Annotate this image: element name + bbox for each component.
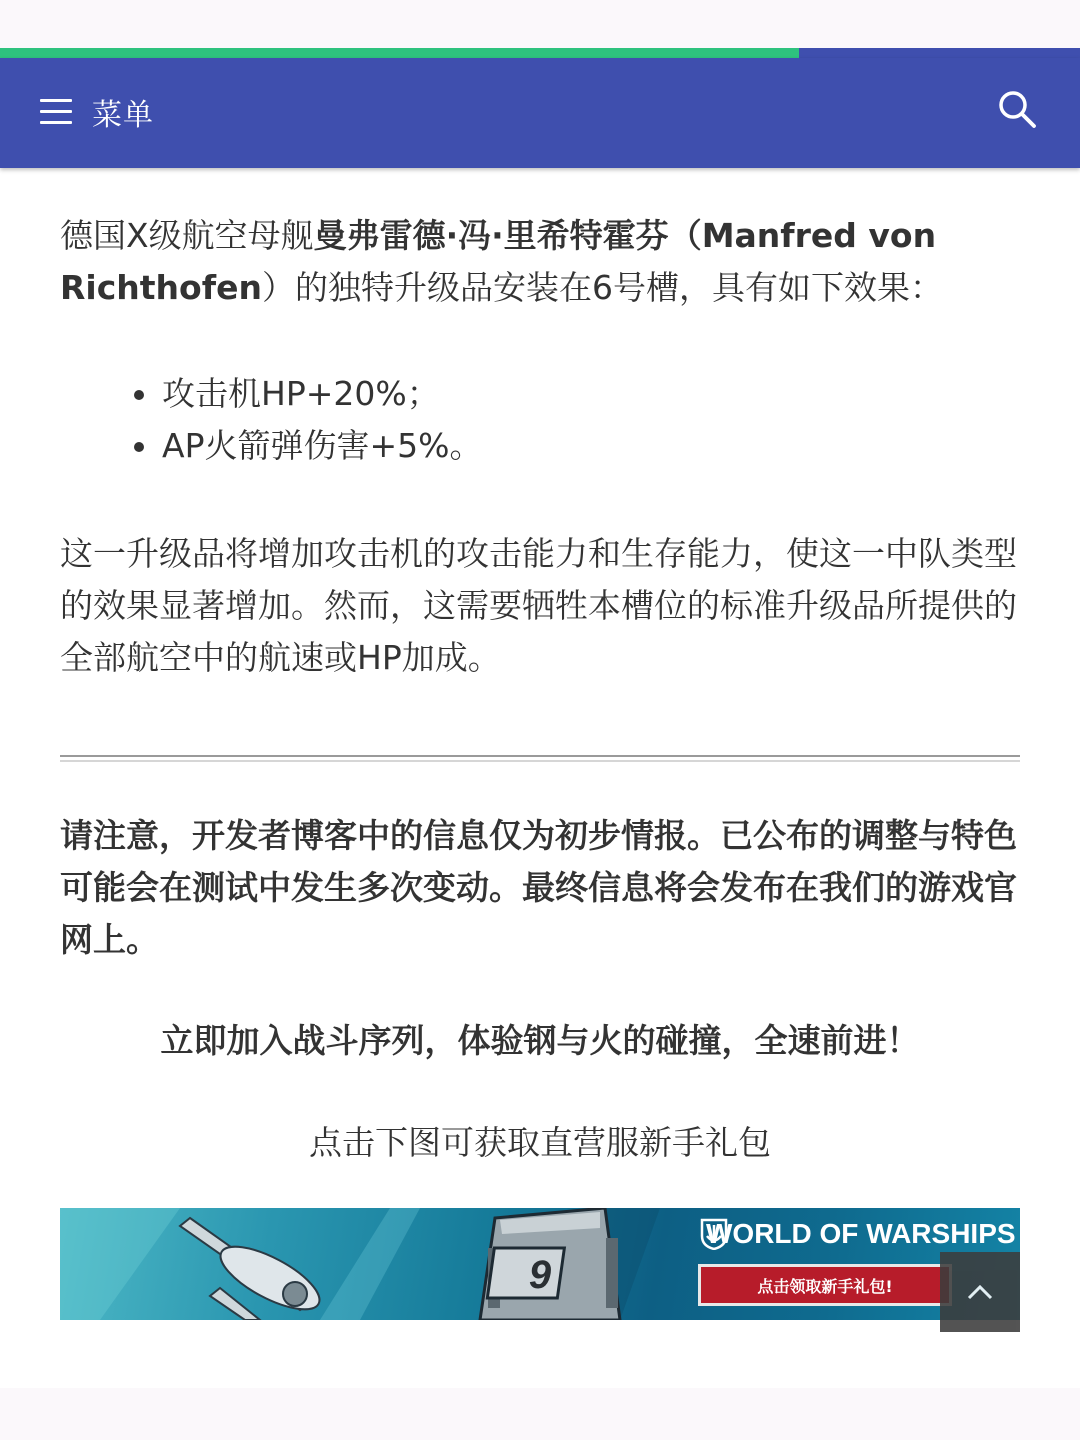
paren-open: （ (668, 216, 702, 255)
anchor-shield-icon (700, 1218, 728, 1250)
menu-button[interactable] (40, 82, 154, 142)
top-navbar (0, 58, 1080, 168)
deck-number: 9 (528, 1253, 552, 1297)
call-to-action: 立即加入战斗序列，体验钢与火的碰撞，全速前进！ (160, 1021, 920, 1060)
article-body (60, 210, 1020, 684)
list-item: AP火箭弹伤害+5%。 (60, 420, 1020, 472)
status-strip (0, 0, 1080, 48)
claim-starter-pack-button[interactable]: 点击领取新手礼包! (698, 1264, 952, 1306)
bottom-strip (0, 1388, 1080, 1440)
ship-name-en: Manfred von Richthofen (60, 216, 937, 307)
brand-logo (700, 1218, 1016, 1250)
starter-pack-banner[interactable] (60, 1208, 1020, 1320)
effects-list (60, 368, 1020, 472)
reading-progress-fill (0, 48, 799, 58)
intro-text: 德国X级航空母舰 (60, 216, 314, 255)
divider (60, 755, 1020, 762)
notice-paragraph: 请注意，开发者博客中的信息仅为初步情报。已公布的调整与特色可能会在测试中发生多次变动。最终信息将会发布在我们的游戏官网上。 (60, 816, 1017, 959)
ship-name: 曼弗雷德·冯·里希特霍芬 (313, 216, 669, 255)
intro-text-end: ）的独特升级品安装在6号槽，具有如下效果： (261, 268, 943, 307)
search-button[interactable] (994, 86, 1042, 134)
list-item: 攻击机HP+20%； (60, 368, 1020, 420)
summary-paragraph: 这一升级品将增加攻击机的攻击能力和生存能力，使这一中队类型的效果显著增加。然而，这需要牺牲本槽位的标准升级品所提供的全部航空中的航速或HP加成。 (60, 534, 1017, 677)
intro-paragraph (60, 210, 1020, 314)
gift-hint: 点击下图可获取直营服新手礼包 (309, 1123, 771, 1162)
aircraft-illustration (180, 1218, 328, 1320)
hamburger-icon (40, 99, 74, 125)
chevron-up-icon (966, 1283, 994, 1301)
search-icon (994, 86, 1042, 134)
menu-label: 菜单 (92, 98, 154, 133)
brand-name: WORLD OF WARSHIPS (706, 1218, 1016, 1249)
reading-progress-bar (0, 48, 1080, 58)
back-to-top-button[interactable] (940, 1252, 1020, 1332)
